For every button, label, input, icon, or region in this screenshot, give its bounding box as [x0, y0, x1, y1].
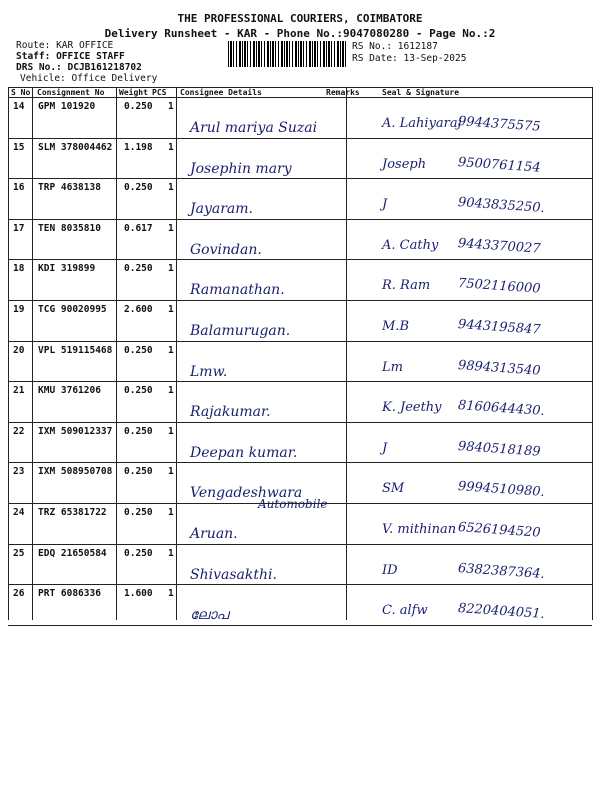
row-pcs: 1 — [168, 466, 174, 478]
col-header-pcs: PCS — [152, 88, 167, 97]
consignee-name: Rajakumar. — [190, 404, 271, 421]
row-sno: 25 — [13, 547, 25, 559]
signature-phone: 9043835250. — [457, 195, 546, 217]
rs-no-label: RS No.: — [352, 41, 393, 52]
row-weight: 0.250 — [124, 263, 153, 275]
rs-no-line — [352, 41, 438, 52]
signature: R. Ram — [382, 278, 431, 294]
row-border — [8, 341, 592, 342]
signature: J — [382, 197, 388, 213]
row-consignment: KDI 319899 — [38, 263, 96, 275]
row-border — [8, 544, 592, 545]
table-header-border — [8, 97, 592, 98]
row-border — [8, 178, 592, 179]
row-sno: 26 — [13, 588, 25, 600]
row-consignment: PRT 6086336 — [38, 588, 101, 600]
row-weight: 1.198 — [124, 141, 153, 153]
row-pcs: 1 — [168, 344, 174, 356]
row-pcs: 1 — [168, 263, 174, 275]
col-header-remarks: Remarks — [326, 88, 360, 97]
signature-phone: 7502116000 — [457, 276, 542, 298]
consignee-name: Lmw. — [190, 363, 228, 380]
signature: Joseph — [382, 156, 427, 172]
runsheet-subtitle: Delivery Runsheet - KAR - Phone No.:9047080280 - Page No.:2 — [104, 27, 496, 40]
signature-phone: 8160644430. — [457, 398, 546, 420]
signature-phone: 6526194520 — [457, 520, 542, 541]
row-pcs: 1 — [168, 547, 174, 559]
consignee-name: Ramanathan. — [190, 282, 285, 299]
row-consignment: TEN 8035810 — [38, 222, 101, 234]
signature: SM — [382, 481, 405, 497]
signature: V. mithinan — [382, 522, 457, 537]
consignee-name: ലോപ — [190, 607, 229, 624]
vehicle-label: Vehicle: — [20, 73, 66, 84]
vehicle-line — [20, 73, 157, 84]
row-pcs: 1 — [168, 141, 174, 153]
consignee-name-line2: Automobile — [258, 497, 328, 512]
col-divider-left — [8, 87, 9, 620]
signature-phone: 9994510980. — [457, 479, 546, 501]
row-pcs: 1 — [168, 101, 174, 112]
signature-phone: 9894313540 — [457, 357, 542, 379]
row-weight: 0.250 — [124, 466, 153, 478]
row-pcs: 1 — [168, 507, 174, 518]
row-consignment: TRZ 65381722 — [38, 507, 107, 518]
signature: C. alfw — [382, 603, 428, 619]
row-sno: 14 — [13, 101, 25, 112]
row-sno: 24 — [13, 507, 25, 518]
row-weight: 0.250 — [124, 507, 153, 518]
consignee-name: Balamurugan. — [190, 323, 291, 339]
row-sno: 19 — [13, 304, 25, 315]
col-divider-consignment — [116, 87, 117, 620]
row-pcs: 1 — [168, 182, 174, 194]
consignee-name: Jayaram. — [190, 201, 253, 218]
consignee-name: Aruan. — [190, 526, 238, 542]
col-divider-right — [592, 87, 593, 620]
signature-phone: 9443195847 — [457, 317, 542, 338]
signature: A. Lahiyaraj — [382, 116, 462, 131]
row-consignment: GPM 101920 — [38, 101, 96, 112]
row-consignment: TCG 90020995 — [38, 304, 107, 315]
staff-label: Staff: — [16, 51, 51, 62]
row-border — [8, 503, 592, 504]
drs-label: DRS No.: — [16, 62, 62, 73]
row-consignment: KMU 3761206 — [38, 385, 101, 397]
barcode — [228, 41, 348, 67]
signature: A. Cathy — [382, 237, 439, 253]
consignee-name: Arul mariya Suzai — [190, 120, 318, 136]
signature: Lm — [382, 359, 403, 375]
row-consignment: SLM 378004462 — [38, 141, 113, 153]
consignee-name: Deepan kumar. — [190, 444, 298, 461]
signature-phone: 9500761154 — [457, 154, 542, 176]
row-border — [8, 381, 592, 382]
col-divider-consignee — [346, 87, 347, 620]
row-pcs: 1 — [168, 385, 174, 397]
col-header-consignee: Consignee Details — [180, 88, 262, 97]
row-sno: 20 — [13, 344, 25, 356]
row-pcs: 1 — [168, 304, 174, 315]
signature: J — [382, 440, 388, 456]
drs-value: DCJB161218702 — [67, 62, 142, 73]
row-weight: 0.250 — [124, 182, 153, 194]
row-sno: 16 — [13, 182, 25, 194]
row-sno: 15 — [13, 141, 25, 153]
route-label: Route: — [16, 40, 51, 51]
consignee-name: Josephin mary — [190, 160, 292, 177]
row-pcs: 1 — [168, 425, 174, 437]
row-border — [8, 462, 592, 463]
consignee-name: Shivasakthi. — [190, 566, 277, 583]
row-sno: 21 — [13, 385, 25, 397]
company-title: THE PROFESSIONAL COURIERS, COIMBATORE — [177, 12, 423, 25]
consignee-name: Vengadeshwara — [190, 485, 303, 502]
row-weight: 1.600 — [124, 588, 153, 600]
col-header-sno: S No — [11, 88, 31, 97]
row-pcs: 1 — [168, 222, 174, 234]
route-line — [16, 40, 113, 51]
row-border — [8, 625, 592, 626]
signature-phone: 9840518189 — [457, 438, 542, 460]
signature-phone: 9944375575 — [457, 114, 542, 135]
signature: ID — [382, 562, 398, 578]
row-weight: 2.600 — [124, 304, 153, 315]
col-divider-weight — [176, 87, 177, 620]
consignee-name: Govindan. — [190, 241, 262, 258]
row-consignment: IXM 509012337 — [38, 425, 113, 437]
row-weight: 0.250 — [124, 385, 153, 397]
signature: K. Jeethy — [382, 400, 442, 416]
rs-date-line — [352, 53, 466, 64]
row-sno: 23 — [13, 466, 25, 478]
signature: M.B — [382, 319, 409, 334]
row-border — [8, 422, 592, 423]
row-sno: 22 — [13, 425, 25, 437]
row-border — [8, 219, 592, 220]
route-value: KAR OFFICE — [56, 40, 114, 51]
row-pcs: 1 — [168, 588, 174, 600]
row-border — [8, 300, 592, 301]
rs-date-label: RS Date: — [352, 53, 398, 64]
row-weight: 0.250 — [124, 425, 153, 437]
col-divider-sno — [32, 87, 33, 620]
rs-date-value: 13-Sep-2025 — [403, 53, 467, 64]
row-weight: 0.250 — [124, 344, 153, 356]
drs-line — [16, 62, 142, 73]
row-weight: 0.617 — [124, 222, 153, 234]
row-border — [8, 138, 592, 139]
col-header-weight: Weight — [119, 88, 148, 97]
row-consignment: TRP 4638138 — [38, 182, 101, 194]
signature-phone: 9443370027 — [457, 235, 542, 257]
staff-value: OFFICE STAFF — [56, 51, 125, 62]
row-consignment: EDQ 21650584 — [38, 547, 107, 559]
rs-no-value: 1612187 — [397, 41, 438, 52]
row-consignment: VPL 519115468 — [38, 344, 113, 356]
row-border — [8, 584, 592, 585]
staff-line — [16, 51, 125, 62]
col-header-seal: Seal & Signature — [382, 88, 460, 97]
row-sno: 17 — [13, 222, 25, 234]
row-consignment: IXM 508950708 — [38, 466, 113, 478]
col-header-consignment: Consignment No — [37, 88, 105, 97]
row-weight: 0.250 — [124, 101, 153, 112]
row-sno: 18 — [13, 263, 25, 275]
row-weight: 0.250 — [124, 547, 153, 559]
row-border — [8, 259, 592, 260]
signature-phone: 6382387364. — [457, 560, 546, 582]
vehicle-value: Office Delivery — [71, 73, 158, 84]
signature-phone: 8220404051. — [457, 601, 546, 623]
